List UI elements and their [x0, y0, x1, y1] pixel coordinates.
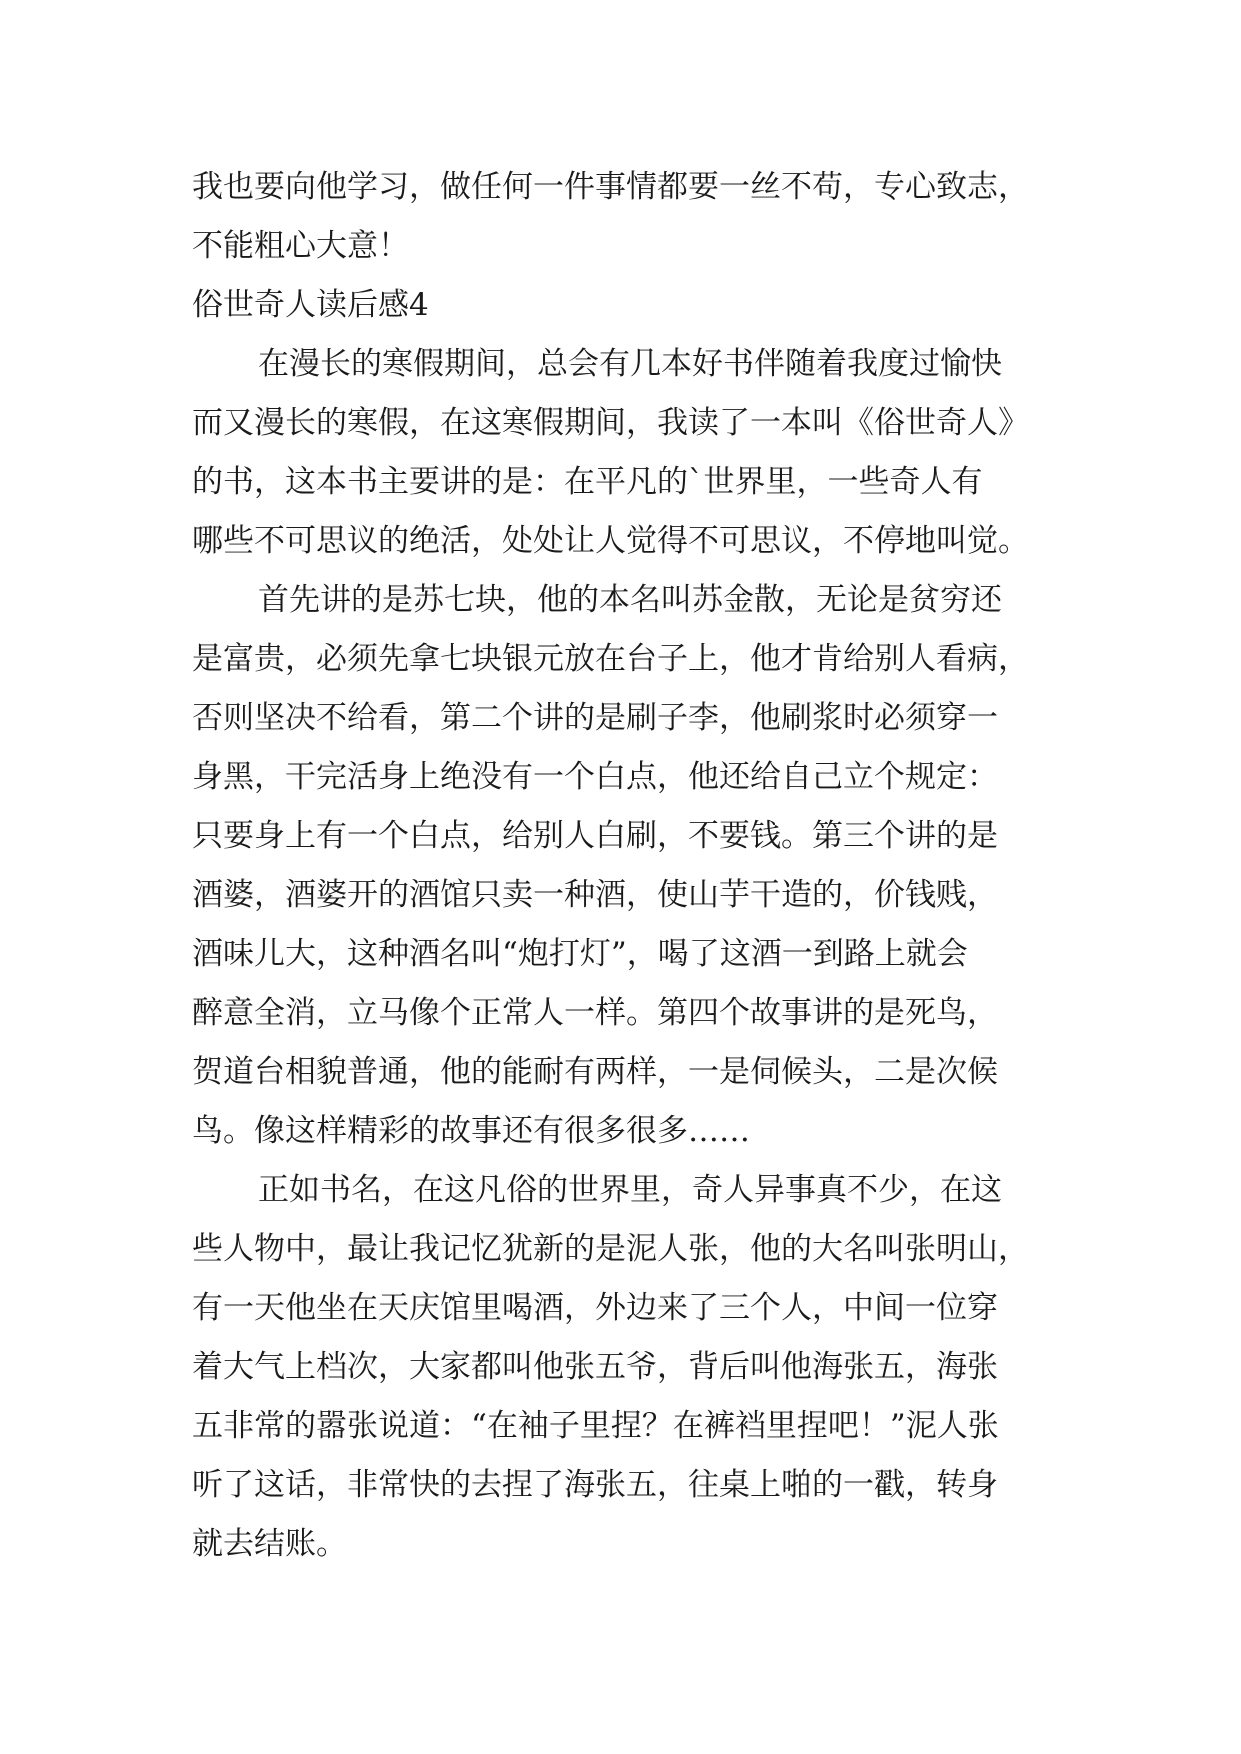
document-body — [192, 158, 1054, 1574]
paragraph-line: 着大气上档次，大家都叫他张五爷，背后叫他海张五，海张 — [192, 1349, 998, 1385]
paragraph-line: 鸟。像这样精彩的故事还有很多很多…… — [192, 1113, 750, 1149]
paragraph-line: 身黑，干完活身上绝没有一个白点，他还给自己立个规定： — [192, 759, 998, 795]
paragraph-first-line: 首先讲的是苏七块，他的本名叫苏金散，无论是贫穷还 — [258, 582, 1002, 618]
paragraph-line: 有一天他坐在天庆馆里喝酒，外边来了三个人，中间一位穿 — [192, 1290, 998, 1326]
paragraph-line: 就去结账。 — [192, 1526, 347, 1562]
paragraph-line: 些人物中，最让我记忆犹新的是泥人张，他的大名叫张明山， — [192, 1231, 1029, 1267]
paragraph-line: 我也要向他学习，做任何一件事情都要一丝不苟，专心致志， — [192, 169, 1029, 205]
paragraph-line: 酒味儿大，这种酒名叫“炮打灯”，喝了这酒一到路上就会 — [192, 936, 968, 972]
paragraph-line: 而又漫长的寒假，在这寒假期间，我读了一本叫《俗世奇人》 — [192, 405, 1029, 441]
paragraph-line: 的书，这本书主要讲的是：在平凡的`世界里，一些奇人有 — [192, 464, 983, 500]
paragraph-line: 醉意全消，立马像个正常人一样。第四个故事讲的是死鸟， — [192, 995, 998, 1031]
paragraph-line: 酒婆，酒婆开的酒馆只卖一种酒，使山芋干造的，价钱贱， — [192, 877, 998, 913]
paragraph-line: 贺道台相貌普通，他的能耐有两样，一是伺候头，二是次候 — [192, 1054, 998, 1090]
paragraph-line: 是富贵，必须先拿七块银元放在台子上，他才肯给别人看病， — [192, 641, 1029, 677]
section-title: 俗世奇人读后感4 — [192, 287, 429, 323]
paragraph-first-line: 在漫长的寒假期间，总会有几本好书伴随着我度过愉快 — [258, 346, 1002, 382]
paragraph-first-line: 正如书名，在这凡俗的世界里，奇人异事真不少，在这 — [258, 1172, 1002, 1208]
paragraph-line: 哪些不可思议的绝活，处处让人觉得不可思议，不停地叫觉。 — [192, 523, 1029, 559]
paragraph-line: 五非常的嚣张说道：“在袖子里捏？在裤裆里捏吧！”泥人张 — [192, 1408, 999, 1444]
paragraph-line: 否则坚决不给看，第二个讲的是刷子李，他刷浆时必须穿一 — [192, 700, 998, 736]
paragraph-line: 不能粗心大意！ — [192, 228, 409, 264]
paragraph-line: 只要身上有一个白点，给别人白刷，不要钱。第三个讲的是 — [192, 818, 998, 854]
paragraph-line: 听了这话，非常快的去捏了海张五，往桌上啪的一戳，转身 — [192, 1467, 998, 1503]
